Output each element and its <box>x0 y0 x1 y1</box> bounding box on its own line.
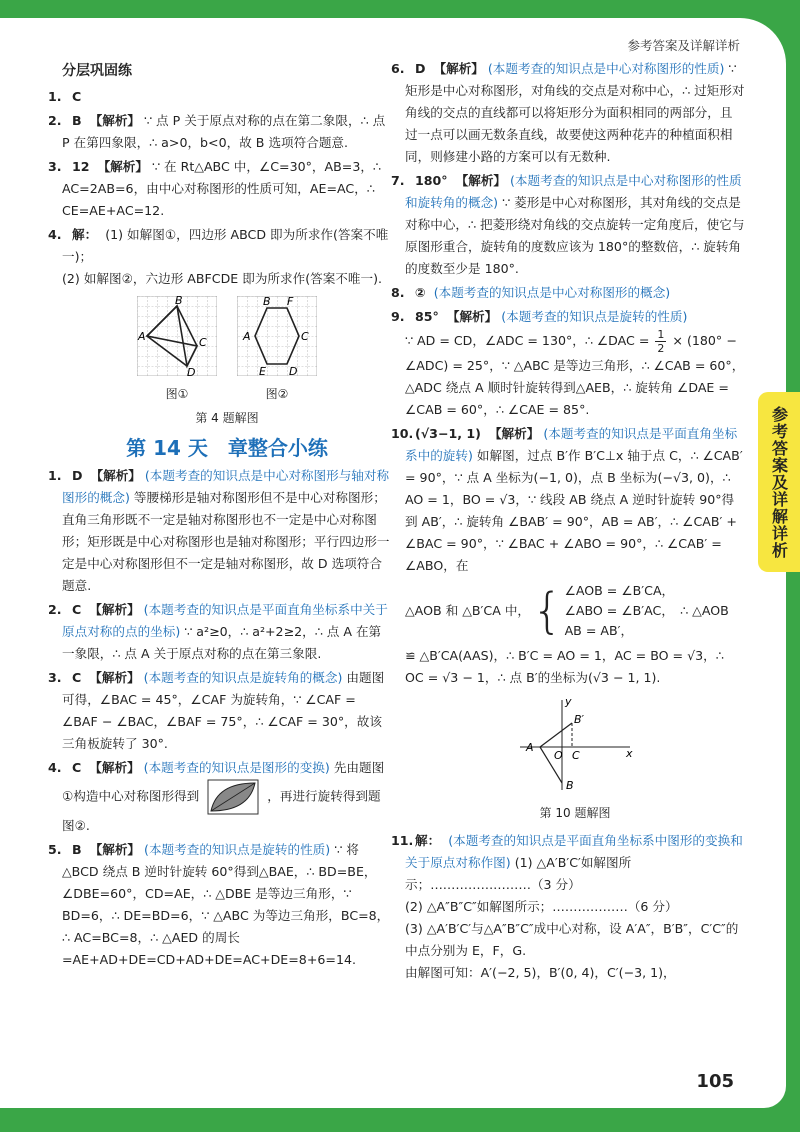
answer-item <box>391 170 745 280</box>
item-text: ∵ 菱形是中心对称图形，其对角线的交点是对称中心，∴ 把菱形绕对角线的交点旋转一定角度后，使它与原图形重合，旋转角的度数应该为 180°的整数倍，∴ 旋转角的度数至少是 180°. <box>405 195 745 276</box>
item-number: 5. <box>48 842 62 857</box>
item-text: 由题图可得，∠BAC = 45°，∠CAF 为旋转角，∵ ∠CAF = ∠BAF − ∠BAC，∠BAF = 75°，∴ ∠CAF = 30°，故该三角板旋转了 30°. <box>62 670 385 751</box>
point-label: B′ <box>574 713 585 726</box>
item-text: 等腰梯形是轴对称图形但不是中心对称图形；直角三角形既不一定是轴对称图形也不一定是中心对称图形；矩形既是中心对称图形也是轴对称图形；平行四边形一定是中心对称图形但不一定是轴对称图形，故 D 选项符合题意. <box>62 490 390 593</box>
item-answer: B <box>72 842 82 857</box>
item-text: ∵ 矩形是中心对称图形，对角线的交点是对称中心，∴ 过矩形对角线的交点的直线都可以将矩形分为面积相同的两部分，且过一点可以画无数条直线，故要使这两种花卉的种植面积相同，则修建小路的方案可以有无数种. <box>405 61 745 164</box>
analysis-tag: 【解析】 <box>455 173 506 188</box>
page-number: 105 <box>696 1071 734 1092</box>
item-text: ∵ 点 P 关于原点对称的点在第二象限，∴ 点 P 在第四象限，∴ a>0，b<0，故 B 选项符合题意. <box>62 113 386 150</box>
item-text: ∵ 将△BCD 绕点 B 逆时针旋转 60°得到△BAE，∴ BD=BE，∠DBE=60°，CD=AE，∴ △DBE 是等边三角形，∵ BD=6，∴ DE=BD=6，∵ △ABC 为等边三角形，BC=8，∴ AC=BC=8，∴ △AED 的周长 =AE+AD+DE=CD+AD+DE=AC+DE=8+6=14. <box>62 842 390 967</box>
brace-lead: △AOB 和 △B′CA 中， <box>405 603 531 618</box>
item-text: ，再进行旋转得到题图②. <box>62 788 381 833</box>
fig-label: 图② <box>265 387 289 401</box>
item-text: × (180° − <box>672 333 737 348</box>
answer-item <box>391 282 745 304</box>
item-answer: C <box>72 602 82 617</box>
knowledge-point: (本题考查的知识点是旋转的性质) <box>144 842 331 857</box>
fig-caption: 第 4 题解图 <box>195 411 259 425</box>
item-number: 9. <box>391 309 405 324</box>
point-label: C <box>301 330 309 343</box>
item-text: ∵ 在 Rt△ABC 中，∠C=30°，AB=3，∴ AC=2AB=6，由中心对称图形的性质可知，AE=AC，∴ CE=AE+AC=12. <box>62 159 381 218</box>
point-label: B <box>175 296 183 307</box>
analysis-tag: 【解析】 <box>89 602 140 617</box>
item-text: ∠ADC) = 25°，∵ △ABC 是等边三角形，∴ ∠CAB = 60°，△ADC 绕点 A 顺时针旋转得到△AEB，∴ 旋转角 ∠DAE = ∠CAB = 60°，∴ ∠CAE = 85°. <box>405 358 745 417</box>
knowledge-point: (本题考查的知识点是中心对称图形的性质和旋转角的概念) <box>405 173 742 210</box>
item-answer: 解： <box>72 227 98 242</box>
item-answer: (√3−1, 1) <box>415 426 481 441</box>
knowledge-point: (本题考查的知识点是平面直角坐标系中关于原点对称的点的坐标) <box>62 602 388 639</box>
right-column <box>391 58 745 986</box>
item-number: 4. <box>48 227 62 242</box>
knowledge-point: (本题考查的知识点是中心对称图形的性质) <box>487 61 725 76</box>
leaf-shape-figure <box>207 779 259 815</box>
analysis-tag: 【解析】 <box>446 309 498 324</box>
point-label: B <box>566 779 574 792</box>
item-answer: D <box>415 61 426 76</box>
item-answer: D <box>72 468 83 483</box>
item-text: 先由题图①构造中心对称图形得到 <box>62 760 385 804</box>
point-label: B <box>263 296 271 308</box>
point-label: A <box>526 741 534 754</box>
item-text: (2) △A″B″C″如解图所示；………………（6 分） <box>405 899 678 914</box>
section-title: 分层巩固练 <box>62 63 132 79</box>
knowledge-point: (本题考查的知识点是图形的变换) <box>143 760 330 775</box>
item-answer: C <box>72 760 82 775</box>
point-label: F <box>287 296 294 308</box>
brace-line: AB = AB′， <box>564 623 634 638</box>
left-column <box>48 58 392 973</box>
item-number: 3. <box>48 670 62 685</box>
grid-quadrilateral-figure <box>137 296 217 376</box>
fraction-denominator: 2 <box>657 342 665 355</box>
knowledge-point: (本题考查的知识点是旋转角的概念) <box>143 670 343 685</box>
point-label: D <box>289 365 298 376</box>
item-answer: 85° <box>415 309 439 324</box>
knowledge-point: (本题考查的知识点是平面直角坐标系中图形的变换和关于原点对称作图) <box>405 833 743 870</box>
answer-item <box>391 306 745 421</box>
answer-item <box>48 839 392 971</box>
analysis-tag: 【解析】 <box>89 842 141 857</box>
fraction-numerator: 1 <box>657 328 665 341</box>
answer-item <box>48 156 392 222</box>
point-label: C <box>199 336 207 349</box>
brace-symbol: { <box>532 583 563 639</box>
point-label: A <box>138 330 146 343</box>
item-number: 7. <box>391 173 405 188</box>
point-label: E <box>259 365 266 376</box>
item-text: (1) △A′B′C′如解图所示；……………………（3 分） <box>405 855 632 892</box>
item-answer: C <box>72 670 82 685</box>
answer-item <box>391 58 745 168</box>
coordinate-figure <box>510 695 640 795</box>
analysis-tag: 【解析】 <box>433 61 484 76</box>
item-text: (3) △A′B′C′与△A″B″C″成中心对称，设 A′A″，B′B″，C′C″的中点分别为 E，F，G. <box>405 921 739 958</box>
point-label: C <box>572 749 580 762</box>
fig-label: 图① <box>165 387 189 401</box>
knowledge-point: (本题考查的知识点是中心对称图形的概念) <box>433 285 671 300</box>
point-label: O <box>554 749 563 762</box>
item-number: 8. <box>391 285 405 300</box>
item-text: ∵ a²≥0，∴ a²+2≥2，∴ 点 A 在第一象限，∴ 点 A 关于原点对称的点在第三象限. <box>62 624 382 661</box>
item-text: 由解图可知：A′(−2, 5)，B′(0, 4)，C′(−3, 1)， <box>405 965 676 980</box>
knowledge-point: (本题考查的知识点是旋转的性质) <box>501 309 688 324</box>
axis-label: x <box>626 747 633 760</box>
answer-item <box>48 224 392 290</box>
item-text: (2) 如解图②，六边形 ABFCDE 即为所求作(答案不唯一). <box>62 271 383 286</box>
point-label: A <box>243 330 251 343</box>
item-text: (1) 如解图①，四边形 ABCD 即为所求作(答案不唯一)； <box>62 227 389 264</box>
answer-item <box>391 830 745 984</box>
answer-item <box>48 599 392 665</box>
point-label: D <box>187 366 196 376</box>
answer-item <box>391 423 745 689</box>
item-answer: C <box>72 89 82 104</box>
analysis-tag: 【解析】 <box>488 426 540 441</box>
analysis-tag: 【解析】 <box>90 468 141 483</box>
knowledge-point: (本题考查的知识点是中心对称图形与轴对称图形的概念) <box>62 468 390 505</box>
brace-system <box>405 581 745 641</box>
item-number: 10. <box>391 426 414 441</box>
brace-line: ∠AOB = ∠B′CA， <box>564 583 675 598</box>
day-title: 第 14 天 章整合小练 <box>126 436 328 460</box>
answer-item <box>48 86 392 108</box>
fig4-figures <box>62 296 392 405</box>
item-number: 1. <box>48 89 62 104</box>
item-number: 11. <box>391 833 414 848</box>
brace-lines <box>565 581 675 641</box>
analysis-tag: 【解析】 <box>89 113 141 128</box>
knowledge-point: (本题考查的知识点是平面直角坐标系中的旋转) <box>405 426 738 463</box>
fraction <box>655 328 666 355</box>
item-answer: 解： <box>415 833 441 848</box>
fig4-1 <box>137 296 217 405</box>
item-number: 2. <box>48 602 62 617</box>
item-number: 4. <box>48 760 62 775</box>
side-tab: 参考答案及详解详析 <box>758 392 800 572</box>
answer-item <box>48 465 392 597</box>
fig-caption: 第 10 题解图 <box>539 806 611 820</box>
item-number: 1. <box>48 468 62 483</box>
analysis-tag: 【解析】 <box>89 670 140 685</box>
item-text: ∵ AD = CD，∠ADC = 130°，∴ ∠DAC = <box>405 333 654 348</box>
analysis-tag: 【解析】 <box>97 159 148 174</box>
answer-item <box>48 757 392 837</box>
item-number: 2. <box>48 113 62 128</box>
answer-item <box>48 110 392 154</box>
item-answer: ② <box>415 285 426 300</box>
answer-item <box>48 667 392 755</box>
item-number: 6. <box>391 61 405 76</box>
item-answer: B <box>72 113 82 128</box>
brace-trail: ∴ △AOB <box>680 603 729 618</box>
grid-hexagon-figure <box>237 296 317 376</box>
item-answer: 180° <box>415 173 448 188</box>
item-text: 如解图，过点 B′作 B′C⊥x 轴于点 C，∴ ∠CAB′ = 90°，∵ 点 A 坐标为(−1, 0)，点 B 坐标为(−√3, 0)，∴ AO = 1，BO = √3，∵ 线段 AB 绕点 A 逆时针旋转 90°得到 AB′，∴ 旋转角 ∠BAB′ = 90°，AB = AB′，∴ ∠CAB′ + ∠BAC = 90°，∵ ∠BAC + ∠ABO = 90°，∴ ∠CAB′ = ∠ABO，在 <box>405 448 743 573</box>
analysis-tag: 【解析】 <box>89 760 140 775</box>
item-number: 3. <box>48 159 62 174</box>
fig10 <box>405 695 745 824</box>
item-text: ≌ △B′CA(AAS)，∴ B′C = AO = 1，AC = BO = √3，∴ OC = √3 − 1，∴ 点 B′的坐标为(√3 − 1, 1). <box>405 648 724 685</box>
axis-label: y <box>565 695 572 708</box>
running-head: 参考答案及详解详析 <box>627 38 740 53</box>
brace-line: ∠ABO = ∠B′AC， <box>564 603 674 618</box>
fig4-2 <box>237 296 317 405</box>
item-answer: 12 <box>72 159 90 174</box>
